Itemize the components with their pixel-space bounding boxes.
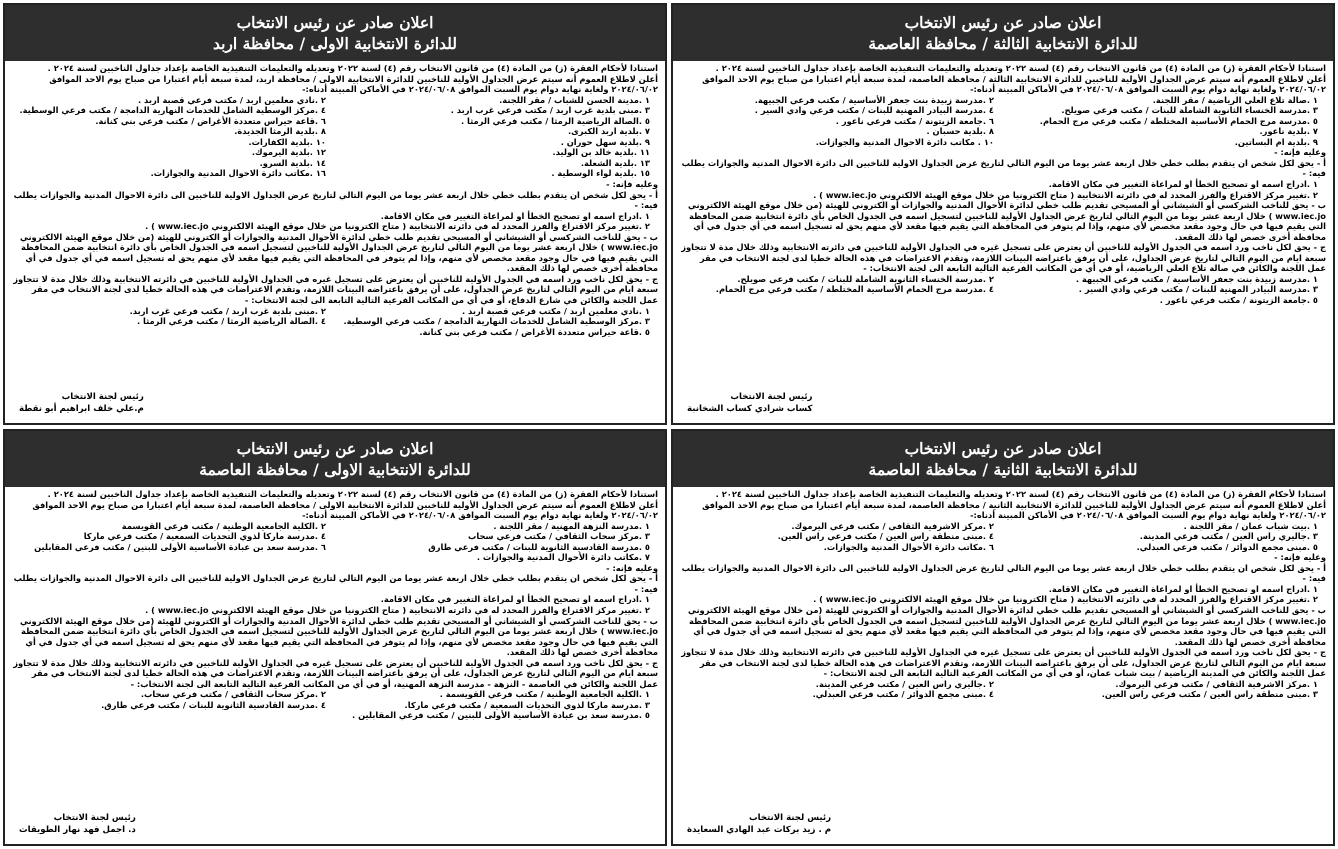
location-item: ٣ .مبنى بلدية غرب اربد / مكتب فرعي غرب اربد .	[450, 105, 650, 116]
signature-block	[687, 391, 813, 415]
announcement-post: لمدة سبعة أيام اعتبارا من صباح يوم الاحد الموافق ٢٠٢٤/٠٦/٠٢ ولغاية نهاية دوام يوم السبت الموافق ٢٠٢٤/٠٦/٠٨ في الأماكن المبينة أدناه:-	[702, 73, 1326, 95]
notice-subtitle: للدائرة الانتخابية الاولى / محافظة العاصمة	[199, 460, 471, 479]
branch-office-item: ٥ .قاعة حيراس متعددة الأغراض / مكتب فرعي بني كنانة.	[419, 326, 650, 337]
branch-office-item: ١ .نادي معلمين اربد / مكتب فرعي قصبة اربد .	[462, 305, 650, 316]
notice-title: اعلان صادر عن رئيس الانتخاب	[236, 439, 434, 458]
locations-list	[680, 521, 1326, 553]
signature-name: د. اجمل فهد نهار الطويقات	[19, 825, 136, 835]
signature-block	[19, 391, 144, 415]
notice-body	[673, 487, 1333, 700]
branch-office-item: ٥ .جامعة الزيتونة / مكتب فرعي ناعور .	[1159, 295, 1318, 306]
clause-b: ب - يحق للناخب الشركسي أو الشيشاني أو المسيحي تقديم طلب خطي لدائرة الأحوال المدنية والجوازات أو الكتروني للهيئة (من خلال موقع الهيئة الالكتروني www.iec.jo ) خلال اربعة عشر يوما من اليوم التالي لتاريخ عرض الجداول الأولية للناخبين لتسجيل اسمه في الجدول الخاص بأي دائرة انتخابية ضمن المحافظة التي يقيم فيها في حال وجود مقعد مخصص لأي منهم، وإذا لم يتوفر في المحافظة التي يقيم فيها مقعد لأي منهم يحق له تسجيل اسمه في أي جدول في أي محافظة أخرى خصص لها ذلك المقعد.	[20, 231, 658, 274]
branch-office-item: ٣ .مدرسة ماركا لذوي التحديات السمعية / مكتب فرعي ماركا.	[404, 699, 650, 710]
intro-paragraph: استنادا لأحكام الفقرة (ز) من المادة (٤) من قانون الانتخاب رقم (٤) لسنة ٢٠٢٢ وتعديله والتعليمات التنفيذية الخاصة بإعداد جداول الناخبين لسنة ٢٠٢٤ .	[47, 63, 658, 73]
location-item: ١ .مدينة الحسن للشباب / مقر اللجنة.	[499, 94, 650, 105]
locations-list	[680, 95, 1326, 148]
signature-name: كساب شرادي كساب الشخانبة	[687, 404, 813, 414]
committee-hq: المدينة الرياضية / بيت شباب عمان،	[1086, 668, 1229, 679]
announcement-pre: أعلن لاطلاع العموم أنه سيتم عرض الجداول الأولية للناخبين للدائرة الانتخابية	[1015, 73, 1326, 84]
location-item: ١٢ .بلدية اليرموك.	[251, 147, 326, 158]
notice-irbid-1	[3, 3, 667, 425]
location-item: ١٦ .مكاتب دائرة الاحوال المدنية والجوازات.	[150, 168, 326, 179]
branch-office-item: ٣ .مركز الوسطية الشامل للخدمات النهارية الدامجة / مكتب فرعي الوسطية.	[343, 316, 650, 327]
clause-a1: ١ .ادراج اسمه او تصحيح الخطأ او لمراعاة التغيير في مكان الاقامة.	[1048, 179, 1318, 190]
notice-header	[673, 431, 1333, 487]
location-item: ١١ .بلدية خالد بن الوليد.	[552, 147, 650, 158]
signature-title: رئيس لجنة الانتخاب	[730, 392, 813, 402]
location-item: ٢ .نادي معلمين اربد / مكتب فرعي قصبة اربد .	[138, 94, 326, 105]
clause-c-post: أو في أي من المكاتب الفرعية التالية التابعة الى لجنة الانتخاب: -	[823, 668, 1084, 679]
clause-a: أ - يحق لكل شخص ان يتقدم بطلب خطي خلال اربعة عشر يوما من اليوم التالي لتاريخ عرض الجداول الاولية للناخبين الى دائرة الاحوال المدنية والجوازات يطلب فيه: -	[13, 189, 658, 211]
notice-subtitle: للدائرة الانتخابية الثانية / محافظة العاصمة	[868, 460, 1138, 479]
notice-subtitle: للدائرة الانتخابية الاولى / محافظة اربد	[212, 34, 458, 53]
announcement-post: لمدة سبعة أيام اعتبارا من صباح يوم الاحد الموافق ٢٠٢٤/٠٦/٠٢ ولغاية نهاية دوام يوم السبت الموافق ٢٠٢٤/٠٦/٠٨ في الأماكن المبينة أدناه:-	[702, 499, 1326, 521]
clause-a2: ٢ .تغيير مركز الاقتراع والفرز المحدد له في دائرته الانتخابية ( متاح الكترونيا من خلال موقع الهيئة الالكتروني www.iec.jo ) .	[145, 221, 650, 232]
location-item: ٦ .مكاتب دائرة الأحوال المدنية والجوازات.	[823, 541, 994, 552]
location-item: ١٠ . مكاتب دائرة الاحوال المدنية والجوازات.	[815, 136, 994, 147]
branch-offices-list	[680, 274, 1326, 306]
notice-body	[673, 61, 1333, 306]
announcement-pre: أعلن لاطلاع العموم أنه سيتم عرض الجداول الأولية للناخبين للدائرة الانتخابية	[347, 499, 658, 510]
district-name: الثانية / محافظة العاصمة،	[908, 499, 1013, 510]
location-item: ٥ .مدرسة القادسية الثانوية للبنات / مكتب فرعي طارق	[428, 541, 650, 552]
branch-office-item: ٤ .مدرسة القادسية الثانوية للبنات / مكتب فرعي طارق.	[101, 699, 326, 710]
clause-c	[12, 274, 658, 306]
clause-a1: ١ .ادراج اسمه او تصحيح الخطأ او لمراعاة التغيير في مكان الاقامة.	[380, 210, 650, 221]
clause-c-post: أو في أي من المكاتب الفرعية التالية التابعة الى لجنة الانتخاب: -	[244, 295, 505, 306]
clause-c-text: ج - يحق لكل ناخب ورد اسمه في الجدول الأولية للناخبين أن يعترض على تسجيل غيره في الجداول الأولية للناخبين في دائرته الانتخابية وذلك خلال مدة لا تتجاوز سبعة ايام من اليوم التالي لتاريخ عرض الجداول، على أن يرفق باعتراضه البينات اللازمة، وتقدم الاعتراضات في هذه الحالة خطيا لدى لجنة الانتخاب في مقر عمل اللجنة والكائن في	[681, 647, 1326, 679]
clause-a: أ - يحق لكل شخص ان يتقدم بطلب خطي خلال اربعة عشر يوما من اليوم التالي لتاريخ عرض الجداول الاولية للناخبين الى دائرة الاحوال المدنية والجوازات يطلب فيه: -	[13, 573, 658, 594]
notice-title: اعلان صادر عن رئيس الانتخاب	[904, 13, 1102, 32]
clause-a2: ٢ .تغيير مركز الاقتراع والفرز المحدد له في دائرته الانتخابية ( متاح الكترونيا من خلال موقع الهيئة الالكتروني www.iec.jo ) .	[145, 605, 650, 616]
branch-office-item: ٥ .مدرسة سعد بن عبادة الأساسية الأولى للبنين / مكتب فرعي المقابلين .	[352, 710, 650, 721]
location-item: ١٣ .بلدية الشعلة.	[580, 157, 650, 168]
announcement-post: لمدة سبعة أيام اعتبارا من صباح يوم الاحد الموافق ٢٠٢٤/٠٦/٠٢ ولغاية نهاية دوام يوم السبت الموافق ٢٠٢٤/٠٦/٠٨ في الأماكن المبينة أدناه:-	[49, 73, 658, 95]
branch-offices-list	[12, 306, 658, 338]
location-item: ٤ .مدرسة البيادر المهنية للبنات / مكتب فرعي وادي السير .	[754, 105, 994, 116]
branch-offices-list	[12, 689, 658, 721]
branch-office-item: ٢ .مبنى بلدية غرب اربد / مكتب فرعي غرب اربد.	[129, 305, 326, 316]
location-item: ٦ .جامعة الزيتونة / مكتب فرعي ناعور .	[835, 115, 994, 126]
location-item: ٦ .قاعة حيراس متعددة الأغراض / مكتب فرعي بني كنانة.	[95, 115, 326, 126]
notice-capital-1	[3, 429, 667, 846]
clause-a: أ - يحق لكل شخص ان يتقدم بطلب خطي خلال اربعة عشر يوما من اليوم التالي لتاريخ عرض الجداول الاولية للناخبين الى دائرة الاحوال المدنية والجوازات يطلب فيه: -	[681, 157, 1326, 179]
location-item: ٦ .مدرسة سعد بن عبادة الأساسية الأولى للبنين / مكتب فرعي المقابلين	[34, 541, 326, 552]
notice-header	[673, 5, 1333, 61]
notice-body	[5, 61, 665, 337]
location-item: ٥ .مدرسة مرج الحمام الأساسية المختلطة / مكتب فرعي مرج الحمام.	[1039, 115, 1318, 126]
location-item: ٢ .مدرسة زبيدة بنت جعفر الأساسية / مكتب فرعي الجبيهة.	[754, 94, 994, 105]
branch-office-item: ٤ .الصالة الرياضية الرمثا / مكتب فرعي الرمثا .	[136, 316, 326, 327]
location-item: ٢ .الكلية الجامعية الوطنية / مكتب فرعي القويسمة	[121, 520, 326, 531]
clause-b: ب - يحق للناخب الشركسي أو الشيشاني أو المسيحي تقديم طلب خطي لدائرة الأحوال المدنية والجوازات أو الكتروني للهيئة (من خلال موقع الهيئة الالكتروني www.iec.jo ) خلال اربعة عشر يوما من اليوم التالي لتاريخ عرض الجداول الأولية للناخبين لتسجيل اسمه في الجدول الخاص بأي دائرة انتخابية ضمن المحافظة التي يقيم فيها في حال وجود مقعد مخصص لأي منهم، وإذا لم يتوفر في المحافظة التي يقيم فيها مقعد لأي منهم يحق له تسجيل اسمه في أي جدول في أي محافظة أخرى خصص لها ذلك المقعد.	[20, 615, 658, 658]
committee-hq: صالة تلاع العلي الرياضية،	[1126, 263, 1229, 274]
notice-header	[5, 5, 665, 61]
clause-a: أ - يحق لكل شخص ان يتقدم بطلب خطي خلال اربعة عشر يوما من اليوم التالي لتاريخ عرض الجداول الاولية للناخبين الى دائرة الاحوال المدنية والجوازات يطلب فيه: -	[681, 562, 1326, 584]
therefore-line: وعليه فإنه: -	[1274, 552, 1326, 563]
location-item: ١ .صالة تلاع العلي الرياضية / مقر اللجنة.	[1152, 94, 1318, 105]
clause-a1: ١ .ادراج اسمه او تصحيح الخطأ او لمراعاة التغيير في مكان الاقامة.	[380, 594, 650, 605]
location-item: ٩ .بلدية سهل حوران .	[560, 136, 650, 147]
clause-c-text: ج - يحق لكل ناخب ورد اسمه في الجدول الأولية للناخبين أن يعترض على تسجيل غيره في الجداول الأولية للناخبين في دائرته الانتخابية وذلك خلال مدة لا تتجاوز سبعة ايام من اليوم التالي لتاريخ عرض الجداول، على أن يرفق باعتراضه البينات اللازمة، وتقدم الاعتراضات في هذه الحالة خطيا لدى لجنة الانتخاب في مقر عمل اللجنة والكائن في	[681, 242, 1326, 274]
committee-hq: العاصمة - النزهة - مدرسة النزهة المهنية،	[393, 678, 561, 689]
branch-office-item: ١ .مركز الاشرفية الثقافي / مكتب فرعي اليرموك.	[1115, 678, 1318, 689]
branch-office-item: ٢ .مركز سحاب الثقافي / مكتب فرعي سحاب.	[140, 689, 326, 700]
signature-title: رئيس لجنة الانتخاب	[61, 392, 144, 402]
notice-capital-3	[671, 3, 1335, 425]
location-item: ١ .بيت شباب عمان / مقر اللجنة .	[1183, 520, 1318, 531]
branch-office-item: ٤ .مبنى مجمع الدوائر / مكتب فرعي العبدلي.	[812, 689, 994, 700]
announcement-paragraph	[12, 500, 658, 521]
notice-header	[5, 431, 665, 487]
signature-title: رئيس لجنة الانتخاب	[748, 813, 832, 823]
notice-body	[5, 487, 665, 721]
branch-office-item: ٢ .مدرسة الخنساء الثانوية الشاملة للبنات / مكتب فرعي صويلح.	[737, 273, 994, 284]
clause-a2: ٢ .تغيير مركز الاقتراع والفرز المحدد له في دائرته الانتخابية ( متاح الكترونيا من خلال موقع الهيئة الالكتروني www.iec.jo ) .	[813, 594, 1318, 605]
intro-paragraph: استنادا لأحكام الفقرة (ز) من المادة (٤) من قانون الانتخاب رقم (٤) لسنة ٢٠٢٢ وتعديله والتعليمات التنفيذية الخاصة بإعداد جداول الناخبين لسنة ٢٠٢٤ .	[47, 489, 658, 499]
committee-hq: شارع الدفاع،	[507, 295, 561, 306]
signature-block	[687, 812, 831, 836]
signature-name: م . زيد بركات عبد الهادي السعايدة	[687, 825, 832, 835]
clause-c-post: أو في أي من المكاتب الفرعية التالية التابعة الى لجنة الانتخاب: -	[863, 263, 1124, 274]
notice-subtitle: للدائرة الانتخابية الثالثة / محافظة العاصمة	[868, 34, 1138, 53]
branch-office-item: ٣ .مبنى منطقة راس العين / مكتب فرعي راس العين.	[1101, 689, 1318, 700]
locations-list	[12, 95, 658, 179]
district-name: الاولى / محافظة العاصمة،	[238, 499, 345, 510]
location-item: ٩ .بلدية ام البساتين.	[1234, 136, 1318, 147]
branch-office-item: ٤ .مدرسة مرج الحمام الأساسية المختلطة / مكتب فرعي مرج الحمام.	[715, 284, 994, 295]
clause-a2: ٢ .تغيير مركز الاقتراع والفرز المحدد له في دائرته الانتخابية ( متاح الكترونيا من خلال موقع الهيئة الالكتروني www.iec.jo ) .	[813, 189, 1318, 200]
announcement-pre: أعلن لاطلاع العموم أنه سيتم عرض الجداول الأولية للناخبين للدائرة الانتخابية	[1015, 499, 1326, 510]
intro-paragraph: استنادا لأحكام الفقرة (ز) من المادة (٤) من قانون الانتخاب رقم (٤) لسنة ٢٠٢٢ وتعديله والتعليمات التنفيذية الخاصة بإعداد جداول الناخبين لسنة ٢٠٢٤ .	[715, 489, 1326, 499]
notice-capital-2	[671, 429, 1335, 846]
announcement-paragraph	[12, 74, 658, 95]
signature-title: رئيس لجنة الانتخاب	[53, 813, 136, 823]
location-item: ٧ .بلدية ناعور.	[1259, 126, 1318, 137]
branch-office-item: ٢ .جاليري راس العين / مكتب فرعي المدينة.	[815, 678, 994, 689]
signature-block	[19, 812, 136, 836]
district-name: الاولى / محافظة اربد،	[255, 73, 345, 84]
location-item: ٧ .بلدية اربد الكبرى.	[568, 126, 650, 137]
clause-c-text: ج - يحق لكل ناخب ورد اسمه في الجدول الأولية للناخبين أن يعترض على تسجيل غيره في الجداول الأولية للناخبين في دائرته الانتخابية وذلك خلال مدة لا تتجاوز سبعة ايام من اليوم التالي لتاريخ عرض الجداول، على أن يرفق باعتراضه البينات اللازمة، وتقدم الاعتراضات في هذه الحالة خطيا لدى لجنة الانتخاب في مقر عمل اللجنة والكائن في	[13, 657, 658, 689]
clause-c-post: أو في أي من المكاتب الفرعية التالية التابعة الى لجنة الانتخاب: -	[130, 678, 391, 689]
location-item: ١ .مدرسة النزهة المهنية / مقر اللجنة .	[493, 520, 650, 531]
clause-c	[680, 647, 1326, 679]
location-item: ٥ .مبنى مجمع الدوائر / مكتب فرعي العبدلي.	[1136, 541, 1318, 552]
branch-offices-list	[680, 679, 1326, 700]
location-item: ٤ .مدرسة ماركا لذوي التحديات السمعية / مكتب فرعي ماركا	[83, 531, 326, 542]
clause-b: ب - يحق للناخب الشركسي أو الشيشاني أو المسيحي تقديم طلب خطي لدائرة الأحوال المدنية والجوازات أو الكتروني للهيئة (من خلال موقع الهيئة الالكتروني www.iec.jo ) خلال اربعة عشر يوما من اليوم التالي لتاريخ عرض الجداول الأولية للناخبين لتسجيل اسمه في الجدول الخاص بأي دائرة انتخابية ضمن المحافظة التي يقيم فيها في حال وجود مقعد مخصص لأي منهم، وإذا لم يتوفر في المحافظة التي يقيم فيها مقعد لأي منهم يحق له تسجيل اسمه في أي جدول في أي محافظة أخرى خصص لها ذلك المقعد.	[688, 605, 1326, 647]
notice-title: اعلان صادر عن رئيس الانتخاب	[236, 13, 434, 32]
location-item: ٣ .مركز سحاب الثقافي / مكتب فرعي سحاب	[468, 531, 650, 542]
branch-office-item: ١ .الكلية الجامعية الوطنية / مكتب فرعي القويسمة .	[439, 689, 650, 700]
location-item: ٤ .مركز الوسطية الشامل للخدمات النهارية الدامجة / مكتب فرعي الوسطية.	[19, 105, 326, 116]
location-item: ٤ .مبنى منطقة راس العين / مكتب فرعي راس العين.	[777, 531, 994, 542]
location-item: ٣ .مدرسة الخنساء الثانوية الشاملة للبنات / مكتب فرعي صويلح.	[1061, 105, 1318, 116]
clause-b: ب - يحق للناخب الشركسي أو الشيشاني أو المسيحي تقديم طلب خطي لدائرة الأحوال المدنية والجوازات أو الكتروني للهيئة (من خلال موقع الهيئة الالكتروني www.iec.jo ) خلال اربعة عشر يوما من اليوم التالي لتاريخ عرض الجداول الأولية للناخبين لتسجيل اسمه في الجدول الخاص بأي دائرة انتخابية ضمن المحافظة التي يقيم فيها في حال وجود مقعد مخصص لأي منهم، وإذا لم يتوفر في المحافظة التي يقيم فيها مقعد لأي منهم يحق له تسجيل اسمه في أي جدول في أي محافظة أخرى خصص لها ذلك المقعد.	[688, 200, 1326, 242]
announcement-pre: أعلن لاطلاع العموم أنه سيتم عرض الجداول الأولية للناخبين للدائرة الانتخابية	[347, 73, 658, 84]
location-item: ٢ .مركز الاشرفية الثقافي / مكتب فرعي اليرموك.	[791, 520, 994, 531]
location-item: ١٥ .بلدية لواء الوسطية .	[551, 168, 650, 179]
clause-c	[680, 242, 1326, 274]
notice-title: اعلان صادر عن رئيس الانتخاب	[904, 439, 1102, 458]
clause-c	[12, 658, 658, 690]
announcement-post: لمدة سبعة أيام اعتبارا من صباح يوم الاحد الموافق ٢٠٢٤/٠٦/٠٢ ولغاية نهاية دوام يوم السبت الموافق ٢٠٢٤/٠٦/٠٨ في الأماكن المبينة أدناه:-	[32, 499, 658, 521]
announcement-paragraph	[680, 500, 1326, 521]
therefore-line: وعليه فإنه: -	[1274, 147, 1326, 158]
location-item: ٨ .بلدية حسبان .	[926, 126, 994, 137]
intro-paragraph: استنادا لأحكام الفقرة (ز) من المادة (٤) من قانون الانتخاب رقم (٤) لسنة ٢٠٢٢ وتعديله والتعليمات التنفيذية الخاصة بإعداد جداول الناخبين لسنة ٢٠٢٤ .	[715, 63, 1326, 73]
branch-office-item: ٣ .مدرسة البيادر المهنية للبنات / مكتب فرعي وادي السير .	[1078, 284, 1318, 295]
location-item: ٥ .الصالة الرياضية الرمثا / مكتب فرعي الرمثا .	[460, 115, 650, 126]
clause-c-text: ج - يحق لكل ناخب ورد اسمه في الجدول الأولية للناخبين أن يعترض على تسجيل غيره في الجداول الأولية للناخبين في دائرته الانتخابية وذلك خلال مدة لا تتجاوز سبعة ايام من اليوم التالي لتاريخ عرض الجداول، على أن يرفق باعتراضه البينات اللازمة، وتقدم الاعتراضات في هذه الحالة خطيا لدى لجنة الانتخاب في مقر عمل اللجنة والكائن في	[13, 273, 658, 306]
district-name: الثالثة / محافظة العاصمة،	[908, 73, 1013, 84]
location-item: ٨ .بلدية الرمثا الجديدة.	[234, 126, 326, 137]
branch-office-item: ١ .مدرسة زبيدة بنت جعفر الأساسية / مكتب فرعي الجبيهة .	[1075, 273, 1318, 284]
location-item: ١٤ .بلدية السرو.	[259, 157, 326, 168]
location-item: ٧ .مكاتب دائرة الأحوال المدنية والجوازات .	[476, 552, 650, 563]
clause-a1: ١ .ادراج اسمه او تصحيح الخطأ او لمراعاة التغيير في مكان الاقامة.	[1048, 583, 1318, 594]
announcement-paragraph	[680, 74, 1326, 95]
therefore-line: وعليه فإنه: -	[606, 179, 658, 190]
therefore-line: وعليه فإنه: -	[606, 562, 658, 573]
location-item: ٣ .جاليري راس العين / مكتب فرعي المدينة.	[1139, 531, 1318, 542]
location-item: ١٠ .بلدية الكفارات.	[248, 136, 326, 147]
locations-list	[12, 521, 658, 563]
signature-name: م.علي خلف ابراهيم أبو نقطة	[19, 404, 144, 414]
